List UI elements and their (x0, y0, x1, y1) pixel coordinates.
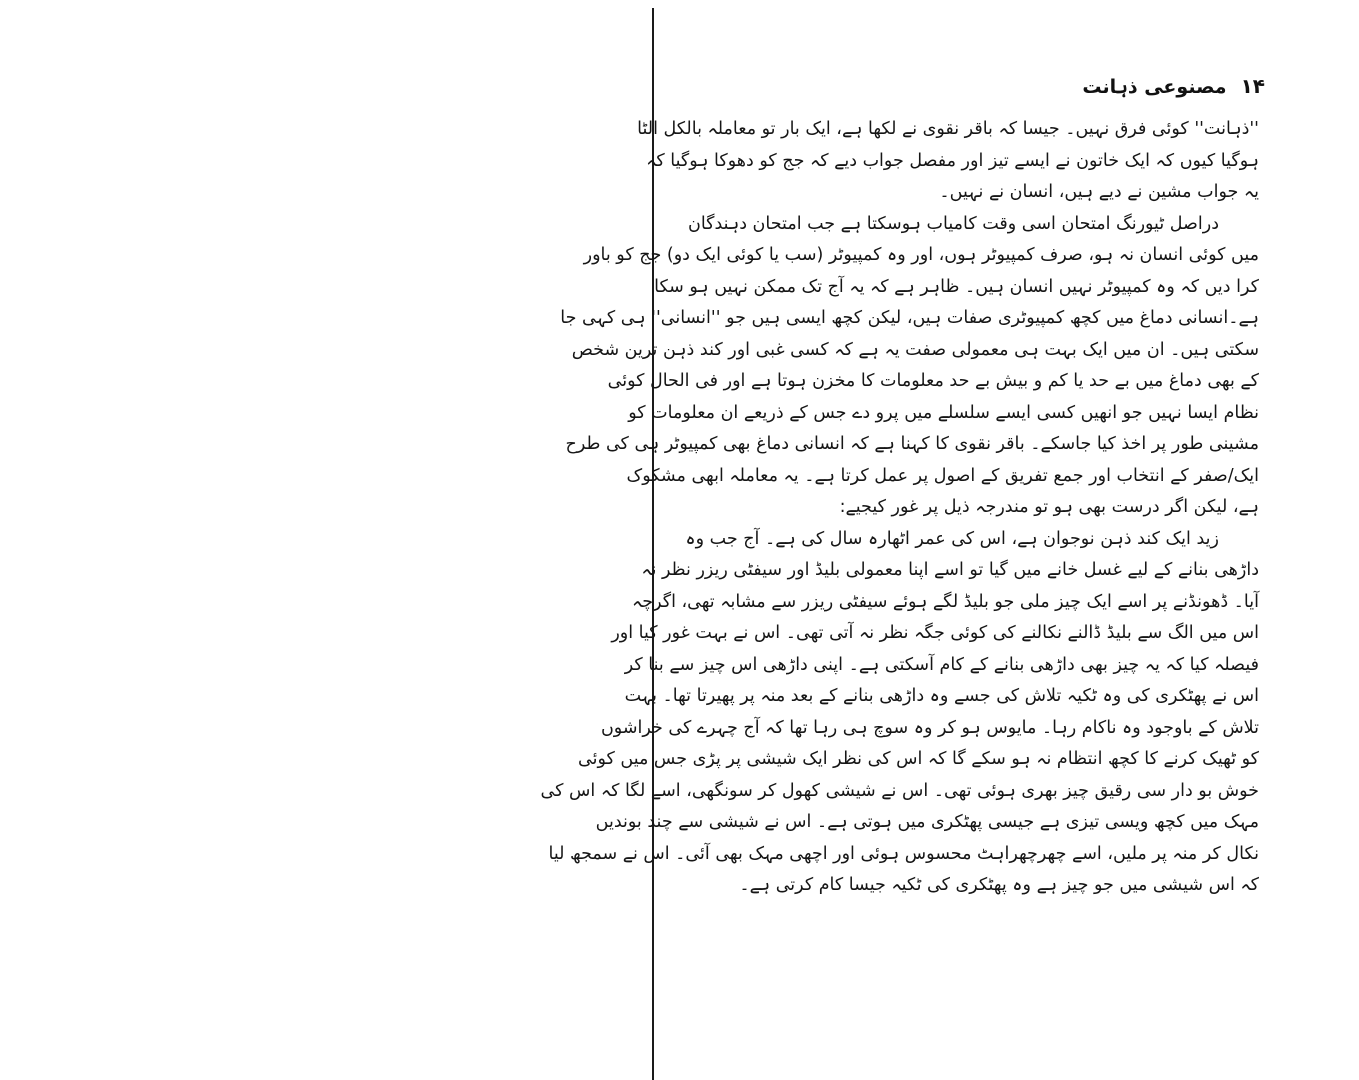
text-line: کو ٹھیک کرنے کا کچھ انتظام نہ ہو سکے گا کہ اس کی نظر ایک شیشی پر پڑی جس میں کوئی (578, 749, 1259, 769)
text-line: یہ جواب مشین نے دیے ہیں، انسان نے نہیں۔ (939, 182, 1259, 202)
text-line: زید ایک کند ذہن نوجوان ہے، اس کی عمر اٹھارہ سال کی ہے۔ آج جب وہ (685, 528, 1219, 549)
text-line: کے بھی دماغ میں بے حد یا کم و بیش بے حد معلومات کا مخزن ہوتا ہے اور فی الحال کوئی (607, 371, 1259, 391)
text-line: دراصل ٹیورنگ امتحان اسی وقت کامیاب ہوسکتا ہے جب امتحان دہندگان (687, 213, 1219, 234)
right-page (540, 0, 1359, 1080)
page-number: ۱۴ (1240, 74, 1265, 98)
text-line: سکتی ہیں۔ ان میں ایک بہت ہی معمولی صفت یہ ہے کہ کسی غبی اور کند ذہن ترین شخص (571, 339, 1259, 360)
text-line: میں کوئی انسان نہ ہو، صرف کمپیوٹر ہوں، اور وہ کمپیوٹر (سب یا کوئی ایک دو) جج کو باور (583, 245, 1259, 265)
text-line: اس نے پھٹکری کی وہ ٹکیہ تلاش کی جسے وہ داڑھی بنانے کے بعد منہ پر پھیرتا تھا۔ بہت (624, 686, 1259, 706)
text-line: فیصلہ کیا کہ یہ چیز بھی داڑھی بنانے کے کام آسکتی ہے۔ اپنی داڑھی اس چیز سے بنا کر (624, 654, 1259, 675)
text-line: خوش بو دار سی رقیق چیز بھری ہوئی تھی۔ اس نے شیشی کھول کر سونگھی، اسے لگا کہ اس کی (540, 780, 1259, 801)
text-line: ہے، لیکن اگر درست بھی ہو تو مندرجہ ذیل پر غور کیجیے: (839, 497, 1259, 517)
running-head (1082, 74, 1265, 106)
text-line: ہے۔انسانی دماغ میں کچھ کمپیوٹری صفات ہیں، لیکن کچھ ایسی ہیں جو ''انسانی'' ہی کہی جا (560, 308, 1259, 328)
text-line: نکال کر منہ پر ملیں، اسے چھرچھراہٹ محسوس ہوئی اور اچھی مہک بھی آئی۔ اس نے سمجھ لیا (548, 843, 1259, 864)
text-line: تلاش کے باوجود وہ ناکام رہا۔ مایوس ہو کر وہ سوچ ہی رہا تھا کہ آج چہرے کی خراشوں (600, 717, 1259, 738)
text-line: اس میں الگ سے بلیڈ ڈالنے نکالنے کی کوئی جگہ نظر نہ آتی تھی۔ اس نے بہت غور کیا اور (611, 623, 1259, 643)
text-line: کہ اس شیشی میں جو چیز ہے وہ پھٹکری کی ٹکیہ جیسا کام کرتی ہے۔ (739, 875, 1259, 895)
text-line: نظام ایسا نہیں جو انھیں کسی ایسے سلسلے میں پرو دے جس کے ذریعے ان معلومات کو (628, 402, 1259, 423)
text-line: مہک میں کچھ ویسی تیزی ہے جیسی پھٹکری میں ہوتی ہے۔ اس نے شیشی سے چند بوندیں (595, 812, 1259, 832)
text-line: کرا دیں کہ وہ کمپیوٹر نہیں انسان ہیں۔ ظاہر ہے کہ یہ آج تک ممکن نہیں ہو سکا (654, 276, 1259, 297)
text-line: ''ذہانت'' کوئی فرق نہیں۔ جیسا کہ باقر نقوی نے لکھا ہے، ایک بار تو معاملہ بالکل الٹا (637, 119, 1259, 139)
text-line: ہوگیا کیوں کہ ایک خاتون نے ایسے تیز اور مفصل جواب دیے کہ جج کو دھوکا ہوگیا کہ (646, 150, 1259, 171)
text-line: مشینی طور پر اخذ کیا جاسکے۔ باقر نقوی کا کہنا ہے کہ انسانی دماغ بھی کمپیوٹر ہی کی طرح (565, 434, 1259, 454)
body-text (540, 114, 1259, 902)
text-line: داڑھی بنانے کے لیے غسل خانے میں گیا تو اسے اپنا معمولی بلیڈ اور سیفٹی ریزر نظر نہ (641, 560, 1259, 580)
text-line: ایک/صفر کے انتخاب اور جمع تفریق کے اصول پر عمل کرتا ہے۔ یہ معاملہ ابھی مشکوک (626, 465, 1259, 486)
text-line: آیا۔ ڈھونڈنے پر اسے ایک چیز ملی جو بلیڈ لگے ہوئے سیفٹی ریزر سے مشابہ تھی، اگرچہ (632, 591, 1259, 612)
blank-left-page (0, 0, 652, 1080)
running-head-title: مصنوعی ذہانت (1082, 76, 1227, 98)
